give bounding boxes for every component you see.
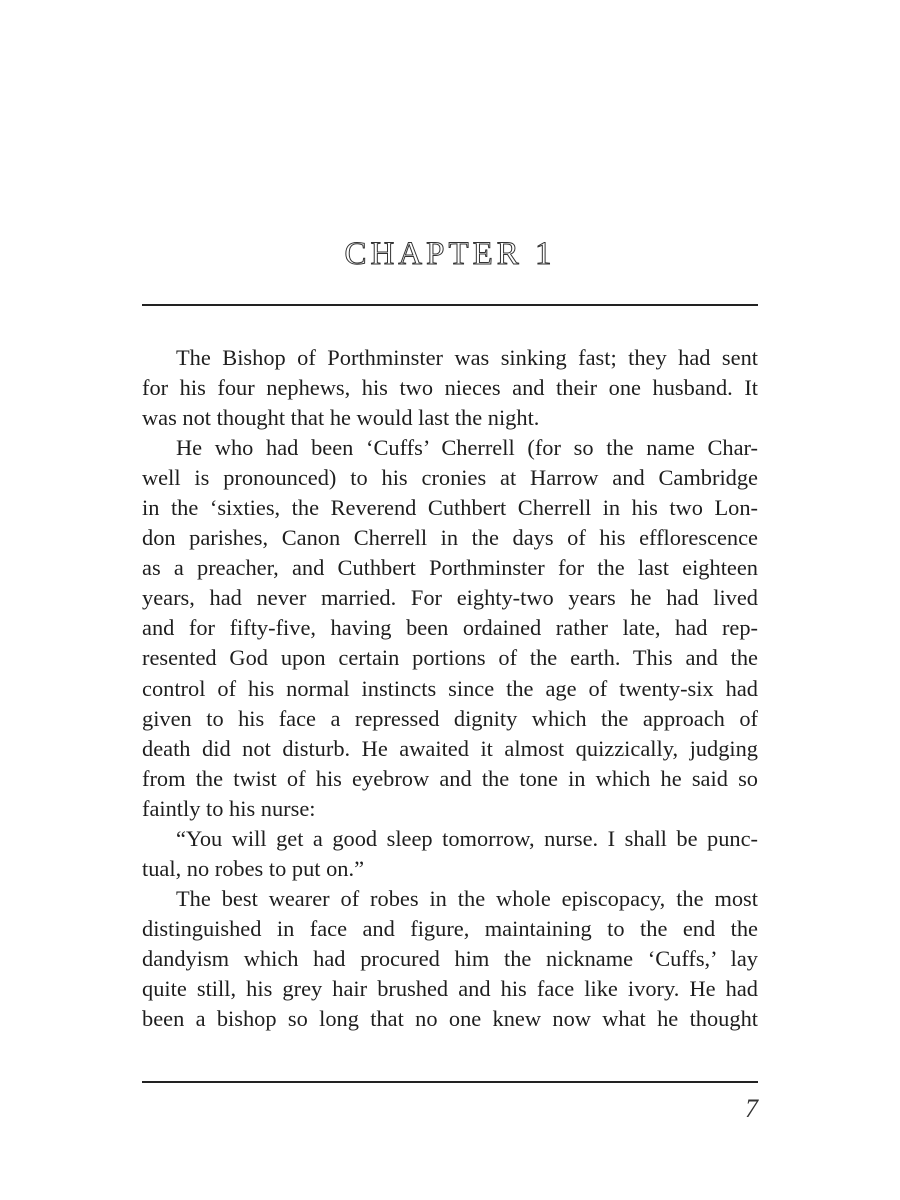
text-line: well is pronounced) to his cronies at Harrow and Cambridge [142,465,758,491]
text-line: in the ‘sixties, the Reverend Cuthbert Cherrell in his two Lon- [142,495,758,521]
text-line: The best wearer of robes in the whole episcopacy, the most [176,885,758,911]
chapter-body [142,343,758,1034]
text-line: been a bishop so long that no one knew now what he thought [142,1006,758,1032]
page-number: 7 [745,1094,758,1123]
header-divider [142,304,758,306]
text-line: The Bishop of Porthminster was sinking fast; they had sent [176,345,758,370]
text-line: quite still, his grey hair brushed and his face like ivory. He had [142,975,758,1001]
footer-divider [142,1081,758,1083]
text-line: for his four nephews, his two nieces and their one husband. It [142,375,758,401]
chapter-title: CHAPTER 1 [344,236,556,272]
text-line: and for fifty-five, having been ordained rather late, had rep- [142,615,758,641]
text-line: resented God upon certain portions of the earth. This and the [142,645,758,671]
text-line: as a preacher, and Cuthbert Porthminster for the last eighteen [142,555,758,581]
text-line: was not thought that he would last the night. [142,405,540,431]
text-line: control of his normal instincts since the age of twenty-six had [142,675,758,701]
text-line: tual, no robes to put on.” [142,855,365,881]
text-line: given to his face a repressed dignity which the approach of [142,705,758,731]
text-line: distinguished in face and figure, maintaining to the end the [142,915,758,941]
text-line: death did not disturb. He awaited it almost quizzically, judging [142,735,758,761]
text-line: years, had never married. For eighty-two years he had lived [142,585,758,611]
text-line: “You will get a good sleep tomorrow, nurse. I shall be punc- [176,825,758,851]
text-line: dandyism which had procured him the nickname ‘Cuffs,’ lay [142,945,758,971]
text-line: faintly to his nurse: [142,795,316,821]
text-line: don parishes, Canon Cherrell in the days of his efflorescence [142,525,758,551]
text-line: from the twist of his eyebrow and the tone in which he said so [142,765,758,791]
text-line: He who had been ‘Cuffs’ Cherrell (for so the name Char- [176,435,758,461]
